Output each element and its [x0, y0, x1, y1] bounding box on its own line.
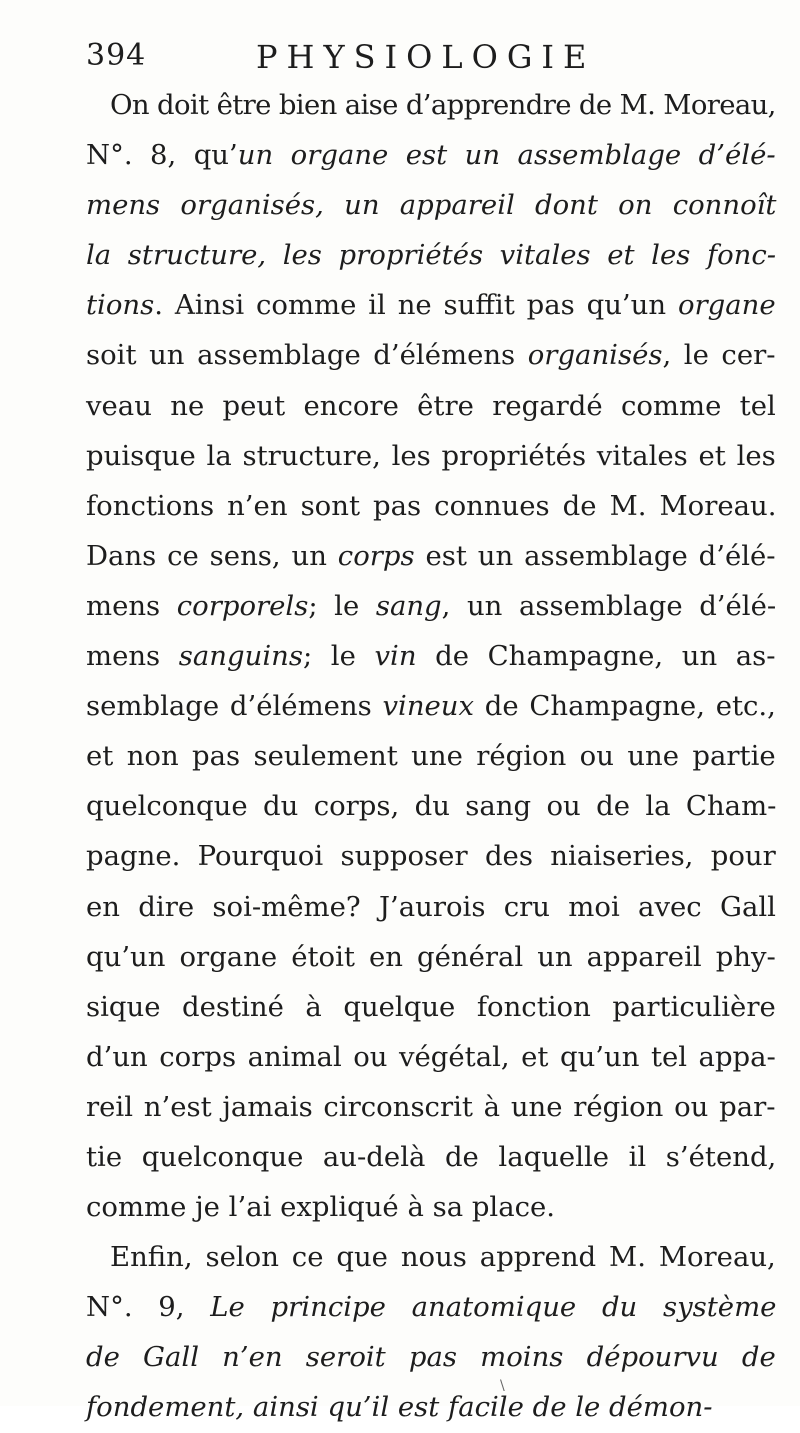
text-run: sique destiné à quelque fonction particulière [86, 990, 776, 1023]
text-run: On doit être bien aise d’apprendre de M. Moreau, [110, 89, 776, 121]
italic-text: un organe est un assemblage d’élé- [237, 139, 776, 172]
text-line [86, 681, 776, 731]
text-run: pagne. Pourquoi supposer des niaiseries, pour [86, 840, 776, 873]
text-run: Dans ce sens, un [86, 539, 338, 572]
text-run: est un assemblage d’élé- [414, 539, 776, 572]
text-run: Enfin, selon ce que nous apprend M. Moreau, [110, 1241, 776, 1274]
text-run: ; le [302, 640, 375, 673]
text-run: , le cer- [662, 339, 776, 372]
text-line [86, 481, 776, 531]
text-line [86, 130, 776, 180]
text-line [86, 1032, 776, 1082]
italic-text: corps [337, 539, 415, 572]
text-run: de Champagne, etc., [474, 690, 776, 723]
text-run: de Champagne, un as- [416, 640, 776, 673]
text-run: puisque la structure, les propriétés vitales et les [86, 439, 776, 472]
text-run: reil n’est jamais circonscrit à une région ou par- [86, 1090, 776, 1123]
italic-text: sang [375, 589, 442, 622]
text-line [86, 932, 776, 982]
text-run: veau ne peut encore être regardé comme tel [86, 389, 776, 422]
text-line [86, 1282, 776, 1332]
text-run: soit un assemblage d’élémens [86, 339, 528, 372]
text-run: mens [86, 640, 179, 673]
text-line [86, 180, 776, 230]
text-line [86, 80, 776, 130]
text-line [86, 431, 776, 481]
text-line [86, 1132, 776, 1182]
italic-text: vineux [382, 690, 475, 723]
text-line [86, 1082, 776, 1132]
text-line [86, 381, 776, 431]
text-line [86, 882, 776, 932]
italic-text: corporels [176, 589, 309, 622]
text-line [86, 982, 776, 1032]
text-run: N°. 9, [86, 1291, 211, 1324]
italic-text: mens organisés, un appareil dont on connoît [86, 189, 777, 222]
italic-text: de Gall n’en seroit pas moins dépourvu de [86, 1341, 776, 1374]
footer-mark: \ [500, 1378, 505, 1394]
text-line [86, 781, 776, 831]
text-line [86, 531, 776, 581]
italic-text: organisés [527, 339, 663, 372]
italic-text: la structure, les propriétés vitales et les fonc- [86, 239, 777, 272]
text-line [86, 1232, 776, 1282]
text-line [86, 280, 776, 330]
text-line [86, 330, 776, 380]
body-text [86, 80, 776, 1433]
text-run: N°. 8, qu’ [86, 139, 238, 172]
text-run: en dire soi-même? J’aurois cru moi avec Gall [86, 890, 776, 923]
text-run: mens [86, 589, 177, 622]
text-run: tie quelconque au-delà de laquelle il s’étend, [86, 1140, 777, 1173]
text-run: et non pas seulement une région ou une partie [86, 740, 776, 773]
italic-text: sanguins [178, 640, 303, 673]
text-run: d’un corps animal ou végétal, et qu’un tel appa- [86, 1040, 776, 1073]
italic-text: vin [374, 640, 417, 673]
italic-text: Le principe anatomique du système [210, 1291, 777, 1324]
text-run: semblage d’élémens [86, 690, 383, 723]
running-title: PHYSIOLOGIE [256, 38, 596, 76]
text-run: qu’un organe étoit en général un appareil phy- [86, 940, 776, 973]
text-run: , un assemblage d’élé- [441, 589, 777, 622]
text-line [86, 731, 776, 781]
text-line [86, 631, 776, 681]
text-run: quelconque du corps, du sang ou de la Cham- [86, 790, 777, 823]
text-line [86, 1382, 776, 1432]
text-run: . Ainsi comme il ne suffit pas qu’un [154, 289, 678, 322]
italic-text: fondement, ainsi qu’il est facile de le démon- [86, 1391, 713, 1424]
text-line [86, 581, 776, 631]
text-run: fonctions n’en sont pas connues de M. Moreau. [86, 489, 777, 522]
text-line [86, 1182, 776, 1232]
page-number: 394 [86, 38, 147, 73]
italic-text: tions [86, 289, 155, 322]
text-run: ; le [308, 589, 376, 622]
text-line [86, 1332, 776, 1382]
text-line [86, 230, 776, 280]
text-run: comme je l’ai expliqué à sa place. [86, 1191, 556, 1224]
text-line [86, 831, 776, 881]
italic-text: organe [677, 289, 776, 322]
